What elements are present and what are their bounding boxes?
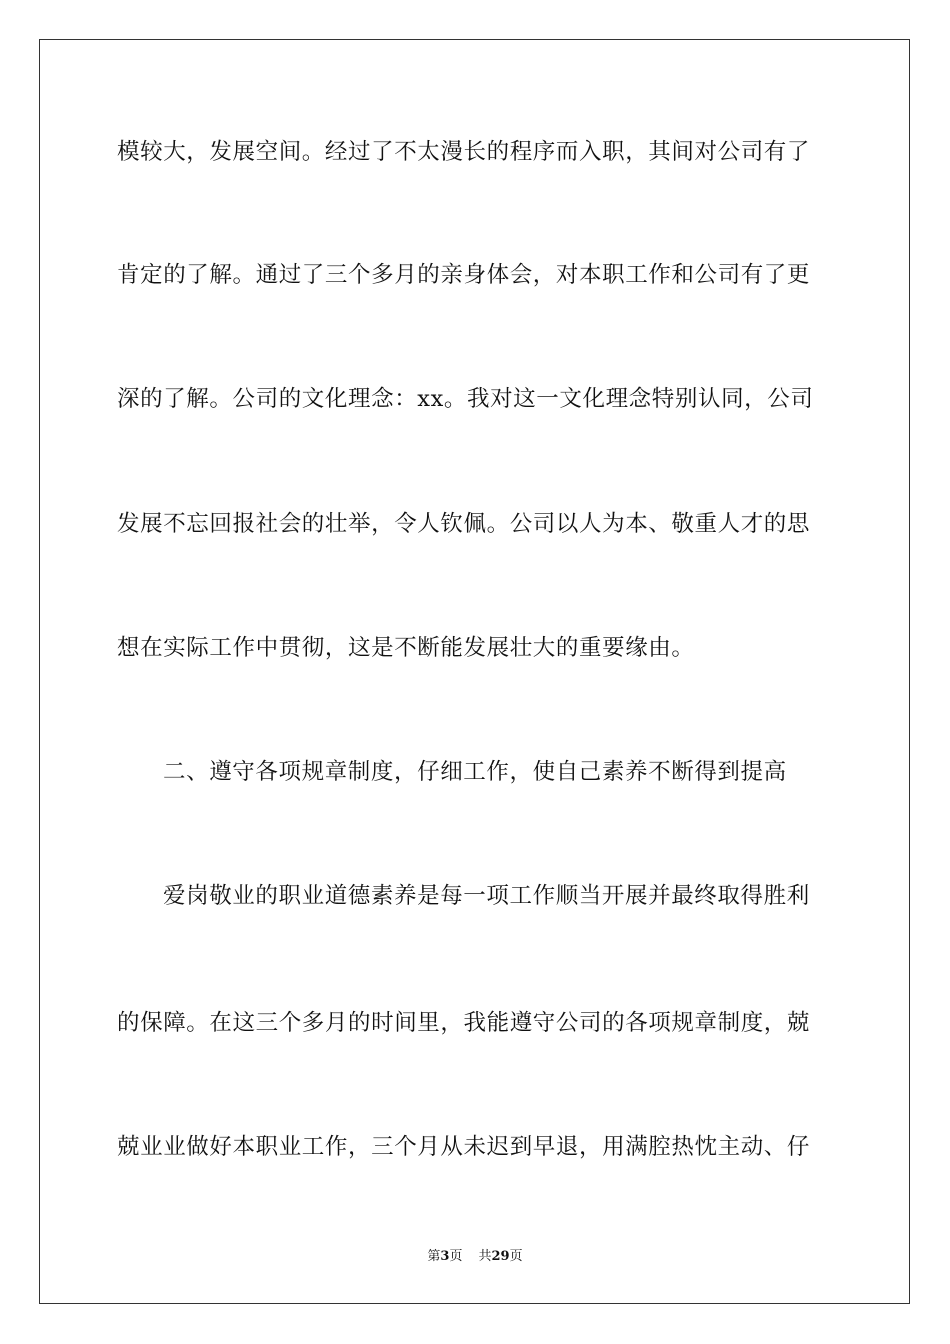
footer-page-number: 3 bbox=[440, 1249, 450, 1264]
page-border bbox=[39, 39, 910, 1304]
body-text-line-8: 兢业业做好本职业工作，三个月从未迟到早退，用满腔热忱主动、仔 bbox=[117, 1134, 811, 1160]
body-text-line-3: 深的了解。公司的文化理念：xx。我对这一文化理念特别认同，公司 bbox=[117, 386, 814, 412]
body-text-line-6: 爱岗敬业的职业道德素养是每一项工作顺当开展并最终取得胜利 bbox=[163, 883, 810, 909]
footer-total-pages: 29 bbox=[491, 1249, 510, 1264]
body-text-line-1: 模较大，发展空间。经过了不太漫长的程序而入职，其间对公司有了 bbox=[117, 139, 811, 165]
footer-total-suffix: 页 bbox=[509, 1249, 523, 1264]
body-text-line-7: 的保障。在这三个多月的时间里，我能遵守公司的各项规章制度，兢 bbox=[117, 1010, 811, 1036]
footer-page-suffix: 页 bbox=[449, 1249, 463, 1264]
footer-page-prefix: 第 bbox=[427, 1249, 441, 1264]
body-text-line-4: 发展不忘回报社会的壮举，令人钦佩。公司以人为本、敬重人才的思 bbox=[117, 511, 811, 537]
body-text-line-2: 肯定的了解。通过了三个多月的亲身体会，对本职工作和公司有了更 bbox=[117, 262, 811, 288]
section-heading: 二、遵守各项规章制度，仔细工作，使自己素养不断得到提高 bbox=[163, 759, 787, 785]
page-footer bbox=[0, 1248, 950, 1266]
footer-total-prefix: 共 bbox=[478, 1249, 492, 1264]
body-text-line-5: 想在实际工作中贯彻，这是不断能发展壮大的重要缘由。 bbox=[117, 635, 695, 661]
